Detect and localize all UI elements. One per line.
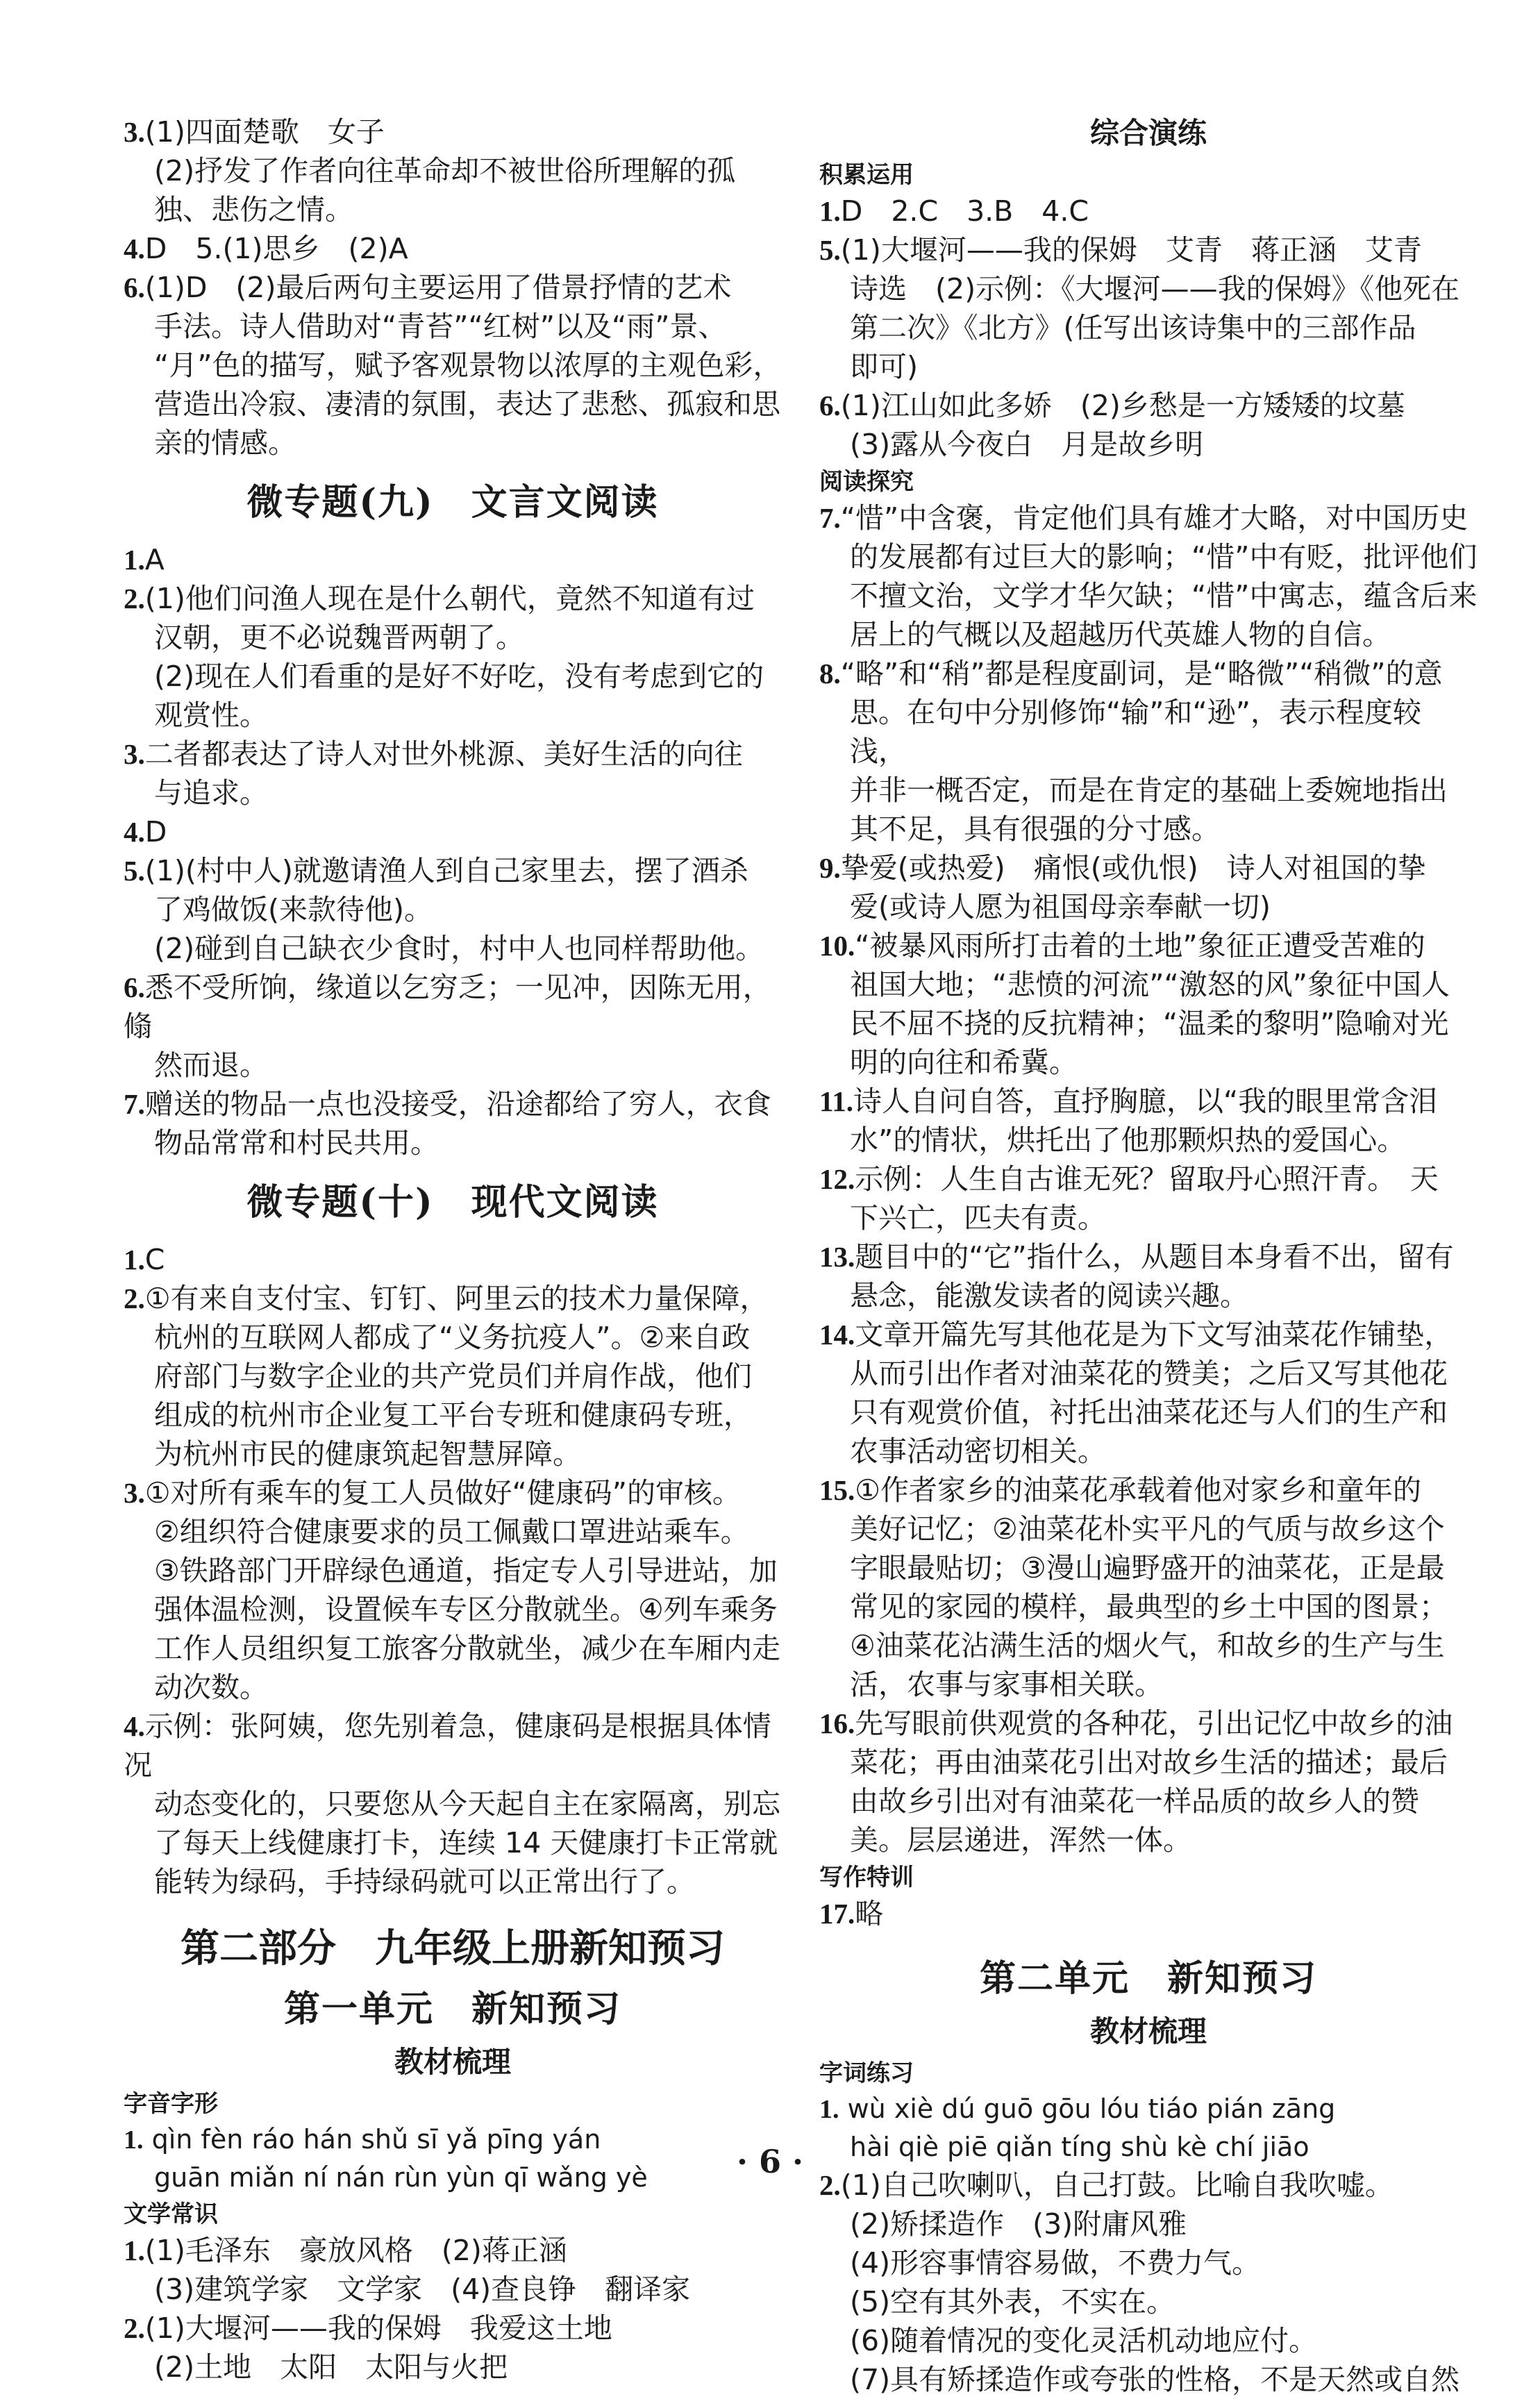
section-title-9: 微专题(九) 文言文阅读 [246, 481, 659, 524]
pinyin-answer: 1. qìn fèn ráo hán shǔ sī yǎ pīng yán guān miǎn ní nán rùn yùn qī wǎng yè [124, 2124, 648, 2193]
answer-text: 了鸡做饭(来款待他)。 [154, 893, 433, 926]
answer-text: (1)(村中人)就邀请渔人到自己家里去，摆了酒杀 [144, 854, 748, 887]
answer-item [819, 2243, 1478, 2282]
zici-answers [819, 2166, 1478, 2399]
answer-line [124, 618, 782, 657]
answer-item [124, 2309, 782, 2348]
wenxue-answers [124, 2231, 782, 2387]
answer-text: 悉不受所饷，缘道以乞穷乏；一见冲，因陈无用，翛 [124, 971, 771, 1043]
answer-line [819, 1043, 1478, 1082]
answer-item [124, 112, 782, 151]
answer-line [124, 1473, 782, 1512]
answer-text: “惜”中含褒，肯定他们具有雄才大略，对中国历史 [840, 501, 1468, 535]
answer-line [819, 576, 1478, 615]
answer-line [819, 1548, 1478, 1587]
zonghe-title: 综合演练 [1089, 116, 1207, 150]
answer-text: “月”色的描写，赋予客观景物以浓厚的主观色彩， [154, 349, 782, 382]
answer-line [124, 1123, 782, 1162]
answer-line [124, 1435, 782, 1473]
answer-text: 美。层层递进，浑然一体。 [850, 1823, 1191, 1857]
answer-line [124, 1318, 782, 1357]
answer-item [124, 1240, 782, 1279]
answer-line [124, 968, 782, 1046]
answer-line [124, 112, 782, 151]
answer-text: 与追求。 [154, 776, 268, 810]
answer-item [124, 1707, 782, 1901]
page-number: · 6 · [736, 2143, 804, 2180]
answer-text: 美好记忆；②油菜花朴实平凡的气质与故乡这个 [850, 1512, 1445, 1546]
answer-line [124, 579, 782, 618]
answer-line [124, 851, 782, 890]
answer-text: (1)大堰河——我的保姆 艾青 蒋正涵 艾青 [840, 233, 1422, 267]
answer-text: 并非一概否定，而是在肯定的基础上委婉地指出 [850, 774, 1448, 807]
question-number: 13. [819, 1241, 855, 1273]
question-number: 9. [819, 852, 841, 884]
part-2-title: 第二部分 九年级上册新知预习 [181, 1925, 725, 1971]
question-number: 3. [124, 1477, 145, 1509]
answer-item [124, 579, 782, 657]
answer-text: 只有观赏价值，衬托出油菜花还与人们的生产和 [850, 1396, 1448, 1429]
question-number: 2. [124, 583, 145, 615]
answer-item [819, 1160, 1478, 1237]
answer-line [124, 268, 782, 307]
answer-text: (4)形容事情容易做，不费力气。 [850, 2246, 1261, 2280]
answer-line [819, 2205, 1478, 2243]
answer-line [819, 1894, 1478, 1933]
answer-text: 菜花；再由油菜花引出对故乡生活的描述；最后 [850, 1746, 1448, 1779]
question-number: 7. [819, 502, 841, 534]
answer-line [819, 1004, 1478, 1043]
pinyin-line: qìn fèn ráo hán shǔ sī yǎ pīng yán [151, 2124, 601, 2155]
answer-line [819, 1510, 1478, 1548]
answer-line [819, 308, 1478, 347]
answer-line [124, 540, 782, 579]
answer-text: 动次数。 [154, 1671, 268, 1704]
pinyin-line: wù xiè dú guō gōu lóu tiáo pián zāng [847, 2093, 1336, 2124]
answer-line [124, 774, 782, 812]
answer-line [819, 2321, 1478, 2360]
answer-line [124, 151, 782, 190]
answer-text: 第二次》《北方》(任写出该诗集中的三部作品 [850, 311, 1416, 344]
answer-text: ②组织符合健康要求的员工佩戴口罩进站乘车。 [154, 1515, 749, 1548]
answer-text: (7)具有矫揉造作或夸张的性格，不是天然或自然 [850, 2363, 1460, 2396]
question-number: 7. [124, 1088, 145, 1120]
answer-text: (3)露从今夜白 月是故乡明 [850, 428, 1204, 461]
answer-text: 赠送的物品一点也没接受，沿途都给了穷人，衣食 [144, 1087, 771, 1121]
answer-text: 明的向往和希冀。 [850, 1046, 1078, 1079]
answer-line [124, 1046, 782, 1085]
question-number: 1. [124, 544, 145, 576]
answer-line [819, 2360, 1478, 2399]
answer-text: 略 [855, 1897, 884, 1930]
answer-text: “略”和“稍”都是程度副词，是“略微”“稍微”的意 [840, 657, 1443, 690]
answer-text: 不擅文治，文学才华欠缺；“惜”中寓志，蕴含后来 [850, 579, 1478, 612]
answer-text: D 2.C 3.B 4.C [840, 194, 1089, 228]
answer-line [124, 190, 782, 229]
answer-item [819, 1894, 1478, 1933]
answer-item [819, 1471, 1478, 1704]
answer-line [819, 192, 1478, 231]
answer-item [819, 2360, 1478, 2399]
answer-text: 物品常常和村民共用。 [154, 1126, 439, 1160]
answer-text: D [144, 815, 167, 849]
answer-line [819, 1393, 1478, 1432]
question-number: 3. [124, 738, 145, 770]
answer-text: (1)四面楚歌 女子 [144, 115, 385, 149]
answer-line [819, 1121, 1478, 1160]
answer-text: 文章开篇先写其他花是为下文写油菜花作铺垫， [855, 1318, 1453, 1351]
question-number: 4. [124, 233, 145, 265]
question-number: 4. [124, 816, 145, 848]
answer-text: 示例：张阿姨，您先别着急，健康码是根据具体情况 [124, 1710, 771, 1782]
category-label-ziyin: 字音字形 [124, 2090, 218, 2118]
answer-text: C [144, 1243, 165, 1276]
unit-1-subtitle: 教材梳理 [394, 2045, 511, 2079]
question-number: 6. [819, 390, 841, 421]
answer-line [124, 1590, 782, 1629]
question-number: 6. [124, 271, 145, 303]
pinyin-line: hài qiè piē qiǎn tíng shù kè chí jiāo [850, 2132, 1309, 2162]
question-number: 8. [819, 658, 841, 689]
answer-text: 亲的情感。 [154, 426, 296, 460]
answer-line [124, 385, 782, 424]
question-number: 15. [819, 1474, 855, 1506]
answer-line [819, 1354, 1478, 1393]
answer-text: 从而引出作者对油菜花的赞美；之后又写其他花 [850, 1357, 1448, 1390]
answer-line [819, 810, 1478, 849]
question-number: 11. [819, 1085, 853, 1117]
question-number: 2. [124, 2312, 145, 2344]
answer-line [124, 1512, 782, 1551]
answer-line [124, 1279, 782, 1318]
answer-text: (1)毛泽东 豪放风格 (2)蒋正涵 [144, 2234, 567, 2267]
question-number: 1. [124, 2234, 145, 2266]
answer-text: ①有来自支付宝、钉钉、阿里云的技术力量保障， [144, 1282, 769, 1315]
answer-item [819, 2282, 1478, 2321]
answer-item [819, 1315, 1478, 1471]
answer-text: 挚爱(或热爱) 痛恨(或仇恨) 诗人对祖国的挚 [840, 851, 1426, 885]
answer-text: (1)他们问渔人现在是什么朝代，竟然不知道有过 [144, 582, 755, 615]
answer-line [819, 926, 1478, 965]
answer-text: (2)现在人们看重的是好不好吃，没有考虑到它的 [154, 660, 764, 693]
section-9-answers [124, 540, 782, 1162]
answer-text: 居上的气概以及超越历代英雄人物的自信。 [850, 618, 1391, 651]
answer-line [124, 424, 782, 462]
answer-line [124, 735, 782, 774]
section-10-answers [124, 1240, 782, 1901]
question-number: 6. [124, 971, 145, 1003]
answer-line [819, 537, 1478, 576]
answer-text: (6)随着情况的变化灵活机动地应付。 [850, 2324, 1318, 2357]
answer-line [124, 1862, 782, 1901]
question-number: 12. [819, 1163, 855, 1195]
answer-text: 了每天上线健康打卡，连续 14 天健康打卡正常就 [154, 1826, 778, 1859]
answer-item [124, 2270, 782, 2309]
answer-line [124, 812, 782, 851]
answer-text: 诗人自问自答，直抒胸臆，以“我的眼里常含泪 [853, 1085, 1438, 1118]
answer-line [124, 1668, 782, 1707]
answer-text: 营造出冷寂、凄清的氛围，表达了悲愁、孤寂和思 [154, 387, 780, 421]
answer-text: ③铁路部门开辟绿色通道，指定专人引导进站，加 [154, 1554, 778, 1587]
answer-text: 民不屈不挠的反抗精神；“温柔的黎明”隐喻对光 [850, 1007, 1449, 1040]
answer-text: 然而退。 [154, 1048, 268, 1082]
category-label-yuedu: 阅读探究 [819, 468, 914, 496]
answer-line [819, 1237, 1478, 1276]
question-number: 2. [124, 1282, 145, 1314]
jilei-answers [819, 192, 1478, 464]
answer-item [124, 657, 782, 735]
left-column [124, 112, 782, 2387]
question-number: 2. [819, 2169, 841, 2201]
answer-item [124, 540, 782, 579]
answer-item [819, 1704, 1478, 1859]
answer-line [819, 615, 1478, 654]
answer-text: 常见的家园的模样，最典型的乡土中国的图景； [850, 1590, 1448, 1623]
answer-item [124, 735, 782, 812]
answer-text: (2)抒发了作者向往革命却不被世俗所理解的孤 [154, 154, 736, 187]
section-title-10: 微专题(十) 现代文阅读 [246, 1181, 659, 1223]
answer-line [124, 307, 782, 346]
answer-text: 强体温检测，设置候车专区分散就坐。④列车乘务 [154, 1593, 778, 1626]
answer-line [819, 1665, 1478, 1704]
answer-line [819, 771, 1478, 810]
unit-2-subtitle: 教材梳理 [1089, 2014, 1207, 2048]
answer-text: ①作者家乡的油菜花承载着他对家乡和童年的 [855, 1473, 1422, 1507]
answer-line [124, 890, 782, 929]
answer-line [819, 1160, 1478, 1198]
answer-line [124, 2348, 782, 2387]
answer-text: 观赏性。 [154, 699, 268, 732]
answer-line [819, 1587, 1478, 1626]
answer-line [124, 1784, 782, 1823]
answer-item [819, 654, 1478, 849]
answer-line [124, 1551, 782, 1590]
answer-text: (1)D (2)最后两句主要运用了借景抒情的艺术 [144, 271, 732, 304]
answer-item [124, 229, 782, 268]
answer-line [819, 1082, 1478, 1121]
answer-line [819, 693, 1478, 771]
answer-line [819, 425, 1478, 464]
answer-line [124, 657, 782, 696]
answer-text: (2)碰到自己缺衣少食时，村中人也同样帮助他。 [154, 932, 764, 965]
answer-text: 思。在句中分别修饰“输”和“逊”，表示程度较浅， [850, 696, 1421, 768]
answer-text: 杭州的互联网人都成了“义务抗疫人”。②来自政 [154, 1321, 751, 1354]
answer-line [819, 2243, 1478, 2282]
answer-text: 的发展都有过巨大的影响；“惜”中有贬，批评他们 [850, 540, 1478, 574]
answer-text: 工作人员组织复工旅客分散就坐，减少在车厢内走 [154, 1632, 780, 1665]
answer-text: (5)空有其外表，不实在。 [850, 2285, 1175, 2318]
answer-text: (1)自己吹喇叭，自己打鼓。比喻自我吹嘘。 [840, 2168, 1393, 2202]
answer-line [124, 1085, 782, 1123]
answer-text: 组成的杭州市企业复工平台专班和健康码专班， [154, 1398, 752, 1432]
answer-line [124, 229, 782, 268]
answer-line [124, 929, 782, 968]
xiezuo-answers [819, 1894, 1478, 1933]
answer-text: 水”的情状，烘托出了他那颗炽热的爱国心。 [850, 1123, 1406, 1157]
answer-line [124, 1707, 782, 1784]
answer-text: 独、悲伤之情。 [154, 193, 353, 226]
top-answers [124, 112, 782, 462]
answer-line [819, 1315, 1478, 1354]
question-number: 17. [819, 1898, 855, 1930]
answer-line [124, 346, 782, 385]
yuedu-answers [819, 499, 1478, 1859]
pinyin-answer: 1. wù xiè dú guō gōu lóu tiáo pián zāng hài qiè piē qiǎn tíng shù kè chí jiāo [819, 2093, 1336, 2162]
answer-text: 活，农事与家事相关联。 [850, 1668, 1163, 1701]
answer-line [124, 1396, 782, 1435]
category-label-xiezuo: 写作特训 [819, 1864, 914, 1891]
answer-text: (2)矫揉造作 (3)附庸风雅 [850, 2207, 1187, 2241]
pinyin-line: guān miǎn ní nán rùn yùn qī wǎng yè [154, 2162, 648, 2193]
answer-item [124, 812, 782, 851]
answer-item [819, 231, 1478, 386]
answer-line [819, 1276, 1478, 1315]
answer-text: ①对所有乘车的复工人员做好“健康码”的审核。 [144, 1476, 741, 1510]
answer-text: 诗选 (2)示例：《大堰河——我的保姆》《他死在 [850, 272, 1460, 306]
answer-line [124, 1357, 782, 1396]
question-number: 1. [819, 195, 841, 227]
answer-line [819, 654, 1478, 693]
answer-line [124, 1629, 782, 1668]
answer-line [124, 2231, 782, 2270]
answer-item [124, 2348, 782, 2387]
answer-line [124, 2270, 782, 2309]
unit-2-title: 第二单元 新知预习 [979, 1957, 1317, 2000]
question-number: 4. [124, 1710, 145, 1742]
answer-item [124, 268, 782, 462]
answer-item [124, 151, 782, 229]
answer-line [124, 1823, 782, 1862]
answer-line [819, 1432, 1478, 1471]
answer-item [124, 1473, 782, 1707]
answer-item [819, 926, 1478, 1082]
answer-text: 题目中的“它”指什么，从题目本身看不出，留有 [855, 1240, 1454, 1273]
answer-item [819, 2205, 1478, 2243]
question-number: 1. [124, 1244, 145, 1276]
answer-line [819, 1704, 1478, 1743]
answer-line [124, 1240, 782, 1279]
answer-item [819, 499, 1478, 654]
answer-item [124, 1279, 782, 1473]
answer-text: 字眼最贴切；③漫山遍野盛开的油菜花，正是最 [850, 1551, 1445, 1585]
answer-item [124, 1085, 782, 1162]
answer-text: 为杭州市民的健康筑起智慧屏障。 [154, 1437, 581, 1471]
question-number: 16. [819, 1707, 855, 1739]
unit-1-title: 第一单元 新知预习 [283, 1988, 621, 2030]
answer-line [819, 887, 1478, 926]
answer-text: ④油菜花沾满生活的烟火气，和故乡的生产与生 [850, 1629, 1445, 1662]
answer-line [819, 1821, 1478, 1859]
answer-text: 示例：人生自古谁无死？留取丹心照汗青。 天 [855, 1162, 1439, 1196]
answer-text: 府部门与数字企业的共产党员们并肩作战，他们 [154, 1360, 752, 1393]
answer-text: A [144, 543, 165, 576]
answer-text: 即可) [850, 350, 918, 383]
answer-text: 下兴亡，匹夫有责。 [850, 1201, 1106, 1235]
question-number: 14. [819, 1319, 855, 1351]
answer-item [819, 1082, 1478, 1160]
answer-item [124, 929, 782, 968]
answer-item [819, 425, 1478, 464]
answer-text: 祖国大地；“悲愤的河流”“激怒的风”象征中国人 [850, 968, 1450, 1001]
question-number: 5. [124, 855, 145, 887]
answer-line [819, 2282, 1478, 2321]
answer-text: (2)土地 太阳 太阳与火把 [154, 2350, 508, 2384]
answer-item [819, 386, 1478, 425]
answer-text: 能转为绿码，手持绿码就可以正常出行了。 [154, 1865, 695, 1898]
answer-line [819, 499, 1478, 537]
answer-text: (1)大堰河——我的保姆 我爱这土地 [144, 2312, 612, 2345]
answer-text: (3)建筑学家 文学家 (4)查良铮 翻译家 [154, 2273, 691, 2306]
answer-line [819, 1198, 1478, 1237]
answer-line [819, 386, 1478, 425]
category-label-zici: 字词练习 [819, 2059, 914, 2087]
category-label-jilei: 积累运用 [819, 161, 914, 189]
answer-text: 先写眼前供观赏的各种花，引出记忆中故乡的油 [855, 1707, 1453, 1740]
answer-line [819, 849, 1478, 887]
answer-text: 农事活动密切相关。 [850, 1435, 1106, 1468]
answer-text: 其不足，具有很强的分寸感。 [850, 812, 1220, 846]
answer-text: 由故乡引出对有油菜花一样品质的故乡人的赞 [850, 1784, 1419, 1818]
answer-text: 动态变化的，只要您从今天起自主在家隔离，别忘 [154, 1787, 780, 1821]
question-number: 5. [819, 234, 841, 266]
answer-item [819, 2321, 1478, 2360]
answer-line [819, 1626, 1478, 1665]
answer-item [124, 2231, 782, 2270]
answer-line [819, 1782, 1478, 1821]
answer-item [819, 1237, 1478, 1315]
answer-text: D 5.(1)思乡 (2)A [144, 232, 408, 265]
answer-line [819, 269, 1478, 308]
answer-text: 爱(或诗人愿为祖国母亲奉献一切) [850, 890, 1271, 923]
answer-text: (1)江山如此多娇 (2)乡愁是一方矮矮的坟墓 [840, 389, 1405, 422]
answer-text: 汉朝，更不必说魏晋两朝了。 [154, 621, 524, 654]
answer-line [819, 1471, 1478, 1510]
answer-text: 二者都表达了诗人对世外桃源、美好生活的向往 [144, 737, 743, 771]
answer-item [124, 851, 782, 929]
answer-item [819, 192, 1478, 231]
category-label-wenxue: 文学常识 [124, 2200, 218, 2228]
answer-line [124, 2309, 782, 2348]
answer-text: “被暴风雨所打击着的土地”象征正遭受苦难的 [855, 929, 1425, 962]
answer-item [124, 968, 782, 1085]
answer-item [819, 849, 1478, 926]
answer-line [819, 965, 1478, 1004]
answer-line [819, 1743, 1478, 1782]
question-number: 10. [819, 930, 855, 962]
answer-line [819, 347, 1478, 386]
answer-line [124, 696, 782, 735]
question-number: 3. [124, 116, 145, 148]
right-column [819, 112, 1478, 2399]
answer-text: 悬念，能激发读者的阅读兴趣。 [850, 1279, 1248, 1312]
answer-line [819, 231, 1478, 269]
answer-text: 手法。诗人借助对“青苔”“红树”以及“雨”景、 [154, 310, 727, 343]
